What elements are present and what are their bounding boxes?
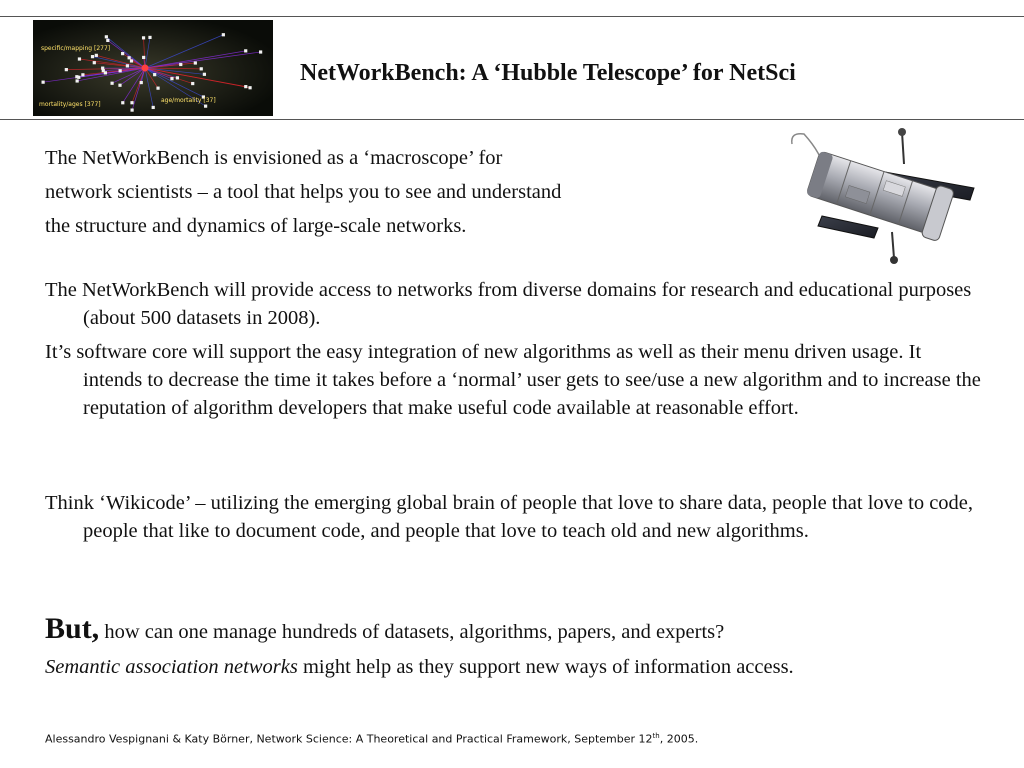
network-node xyxy=(194,61,197,64)
network-node xyxy=(93,61,96,64)
slide-title: NetWorkBench: A ‘Hubble Telescope’ for NetSci xyxy=(300,60,796,86)
intro-line-3: the structure and dynamics of large-scale networks. xyxy=(45,215,467,237)
network-hub xyxy=(142,65,149,72)
network-node xyxy=(130,101,133,104)
network-node xyxy=(76,79,79,82)
question-line xyxy=(45,612,724,646)
network-node xyxy=(244,85,247,88)
network-node xyxy=(102,69,105,72)
network-node xyxy=(81,73,84,76)
footer-sup: th xyxy=(652,732,660,740)
title-underline xyxy=(0,119,1024,120)
network-label-3: specific/mapping [277] xyxy=(41,45,111,52)
network-node xyxy=(121,101,124,104)
network-visualization-image xyxy=(33,20,273,116)
network-node xyxy=(118,84,121,87)
network-node xyxy=(259,50,262,53)
network-node xyxy=(140,81,143,84)
network-node xyxy=(179,63,182,66)
network-node xyxy=(170,77,173,80)
network-node xyxy=(42,81,45,84)
question-text: how can one manage hundreds of datasets, algorithms, papers, and experts? xyxy=(99,621,725,643)
network-node xyxy=(119,69,122,72)
footer-year: , 2005. xyxy=(659,732,699,746)
network-node xyxy=(128,56,131,59)
network-node xyxy=(244,49,247,52)
network-node xyxy=(200,67,203,70)
intro-line-2: network scientists – a tool that helps you to see and understand xyxy=(45,181,562,203)
network-label-1: mortality/ages [377] xyxy=(39,101,101,108)
footer-text: Alessandro Vespignani & Katy Börner, Network Science: A Theoretical and Practical Framework, September 12 xyxy=(45,732,653,746)
intro-paragraph xyxy=(45,141,975,243)
network-node xyxy=(156,87,159,90)
intro-line-1: The NetWorkBench is envisioned as a ‘macroscope’ for xyxy=(45,147,503,169)
semantic-text: might help as they support new ways of information access. xyxy=(297,656,794,678)
network-node xyxy=(222,33,225,36)
network-node xyxy=(248,86,251,89)
network-node xyxy=(95,54,98,57)
network-node xyxy=(65,68,68,71)
semantic-line xyxy=(45,656,794,679)
network-node xyxy=(176,76,179,79)
network-node xyxy=(153,73,156,76)
network-node xyxy=(130,108,133,111)
network-node xyxy=(106,39,109,42)
network-node xyxy=(204,105,207,108)
network-node xyxy=(121,52,124,55)
footer-citation xyxy=(45,732,698,746)
network-node xyxy=(148,36,151,39)
network-node xyxy=(78,57,81,60)
semantic-term: Semantic association networks xyxy=(45,656,298,678)
network-label-2: age/mortality [37] xyxy=(161,97,216,104)
network-node xyxy=(152,106,155,109)
top-rule xyxy=(0,16,1024,17)
software-core-paragraph: It’s software core will support the easy integration of new algorithms as well as their menu driven usage. It intends to decrease the time it takes before a ‘normal’ user gets to see/use a new algorithm and to increase the reputation of algorithm developers that make useful code available at reasonable effort. xyxy=(45,341,981,419)
network-node xyxy=(105,35,108,38)
network-node xyxy=(110,82,113,85)
network-node xyxy=(142,56,145,59)
network-node xyxy=(126,64,129,67)
network-node xyxy=(91,55,94,58)
but-word: But, xyxy=(45,612,100,645)
network-node xyxy=(203,73,206,76)
network-node xyxy=(142,36,145,39)
wikicode-paragraph: Think ‘Wikicode’ – utilizing the emerging global brain of people that love to share data, people that love to code, people that like to document code, and people that love to teach old and new algorithms. xyxy=(45,492,974,542)
datasets-paragraph: The NetWorkBench will provide access to networks from diverse domains for research and educational purposes (about 500 datasets in 2008). xyxy=(45,279,972,329)
network-node xyxy=(77,76,80,79)
network-node xyxy=(130,59,133,62)
network-node xyxy=(191,82,194,85)
